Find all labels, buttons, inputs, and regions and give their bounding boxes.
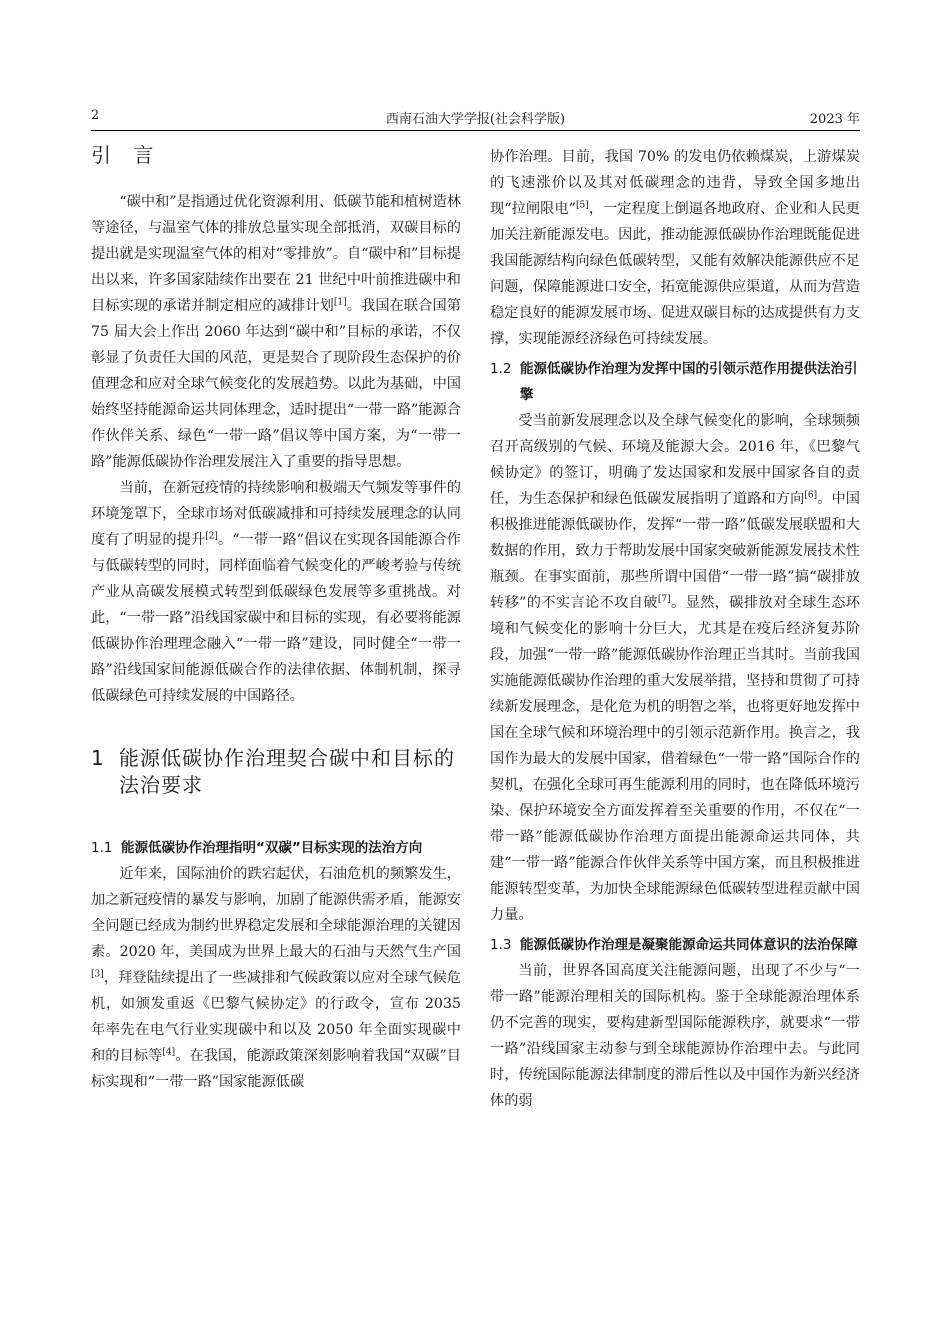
intro-heading: 引 言: [91, 143, 162, 167]
subsection-1-1-continued-text: 。在我国，能源政策深刻影响着我国“双碳”目标实现和“一带一路”国家能源低碳: [91, 1048, 461, 1090]
citation-5[interactable]: [5]: [575, 200, 589, 211]
subsection-1-3-number: 1.3: [490, 937, 512, 953]
right-column: [490, 144, 860, 1114]
intro-paragraph-2: 当前，在新冠疫情的持续影响和极端天气频发等事件的环境笼罩下，全球市场对低碳减排和可持续发展理念的认同度有了明显的提升[2]。“一带一路”倡议在实现各国能源合作与低碳转型的同时，同样面临着气候变化的严峻考验与传统产业从高碳发展模式转型到低碳绿色发展等多重挑战。对此，“一带一路”沿线国家碳中和目标的实现，有必要将能源低碳协作治理理念融入“一带一路”建设，同时健全“一带一路”沿线国家间能源低碳合作的法律依据、体制机制，探寻低碳绿色可持续发展的中国路径。: [91, 480, 461, 704]
citation-3[interactable]: [3]: [91, 969, 104, 980]
page-number: 2: [91, 108, 100, 123]
journal-title: 西南石油大学学报(社会科学版): [385, 112, 566, 127]
subsection-1-1-right-text: 协作治理。目前，我国 70% 的发电仍依赖煤炭，上游煤炭的飞速涨价以及其对低碳理念的违背，导致全国多地出现“拉闸限电”: [490, 149, 860, 217]
subsection-1-2-paragraph: 受当前新发展理念以及全球气候变化的影响，全球频频召开高级别的气候、环境及能源大会。2016 年，《巴黎气候协定》的签订，明确了发达国家和发展中国家各自的责任，为生态保护和绿色低碳发展指明了道路和方向[6]。中国积极推进能源低碳协作，发挥“一带一路”低碳发展联盟和大数据的作用，致力于帮助发展中国家突破新能源发展技术性瓶颈。在事实面前，那些所谓中国借“一带一路”搞“碳排放转移”的不实言论不攻自破[7]。显然，碳排放对全球生态环境和气候变化的影响十分巨大，尤其是在疫后经济复苏阶段，加强“一带一路”能源低碳协作治理正当其时。当前我国实施能源低碳协作治理的重大发展举措，坚持和贯彻了可持续新发展理念，是化危为机的明智之举，也将更好地发挥中国在全球气候和环境治理中的引领示范新作用。换言之，我国作为最大的发展中国家，借着绿色“一带一路”国际合作的契机，在强化全球可再生能源利用的同时，也在降低环境污染、保护环境安全方面发挥着至关重要的作用，不仅在“一带一路”能源低碳协作治理方面提出能源命运共同体，共建“一带一路”能源合作伙伴关系等中国方案，而且积极推进能源转型变革，为加快全球能源绿色低碳转型进程贡献中国力量。: [490, 413, 860, 923]
subsection-1-2-heading: [490, 356, 860, 408]
publication-year: 2023 年: [809, 112, 860, 127]
citation-7[interactable]: [7]: [657, 594, 671, 605]
section-1-title: 能源低碳协作治理契合碳中和目标的法治要求: [119, 746, 455, 797]
citation-2[interactable]: [2]: [205, 531, 218, 542]
subsection-1-1-number: 1.1: [91, 840, 113, 856]
subsection-1-2-title: 能源低碳协作治理为发挥中国的引领示范作用提供法治引擎: [520, 361, 858, 403]
citation-1[interactable]: [1]: [333, 297, 347, 308]
citation-4[interactable]: [4]: [162, 1047, 176, 1058]
subsection-1-1-paragraph: 近年来，国际油价的跌宕起伏，石油危机的频繁发生，加之新冠疫情的暴发与影响，加剧了能源供需矛盾，能源安全问题已经成为制约世界稳定发展和全球能源治理的关键因素。2020 年，美国成为世界上最大的石油与天然气生产国[3]，拜登陆续提出了一些减排和气候政策以应对全球气候危机，如颁发重返《巴黎气候协定》的行政令，宣布 2035 年率先在电气行业实现碳中和以及 2050 年全面实现碳中和的目标等[4]。在我国，能源政策深刻影响着我国“双碳”目标实现和“一带一路”国家能源低碳: [91, 866, 461, 1090]
running-header: [91, 106, 860, 131]
subsection-1-2-number: 1.2: [490, 361, 512, 377]
subsection-1-1-heading: [91, 835, 461, 861]
intro-paragraph-1: “碳中和”是指通过优化资源利用、低碳节能和植树造林等途径，与温室气体的排放总量实现全部抵消，双碳目标的提出就是实现温室气体的相对“零排放”。自“碳中和”目标提出以来，许多国家陆续作出要在 21 世纪中叶前推进碳中和目标实现的承诺并制定相应的减排计划[1]。我国在联合国第 75 届大会上作出 2060 年达到“碳中和”目标的承诺，不仅彰显了负责任大国的风范，更是契合了现阶段生态保护的价值理念和应对全球气候变化的发展趋势。以此为基础，中国始终坚持能源命运共同体理念，适时提出“一带一路”能源合作伙伴关系、绿色“一带一路”倡议等中国方案，为“一带一路”能源低碳协作治理发展注入了重要的指导思想。: [91, 194, 461, 470]
citation-6[interactable]: [6]: [804, 490, 818, 501]
section-1-number: 1: [91, 746, 105, 770]
subsection-1-3-heading: [490, 932, 860, 958]
left-column: [91, 142, 461, 1095]
subsection-1-3-paragraph: 当前，世界各国高度关注能源问题，出现了不少与“一带一路”能源治理相关的国际机构。鉴于全球能源治理体系仍不完善的现实，要构建新型国际能源秩序，就要求“一带一路”沿线国家主动参与到全球能源协作治理中去。与此同时，传统国际能源法律制度的滞后性以及中国作为新兴经济体的弱: [490, 963, 860, 1109]
subsection-1-1-title: 能源低碳协作治理指明“双碳”目标实现的法治方向: [121, 840, 423, 856]
subsection-1-3-title: 能源低碳协作治理是凝聚能源命运共同体意识的法治保障: [520, 937, 858, 953]
subsection-1-1-paragraph-continued: 协作治理。目前，我国 70% 的发电仍依赖煤炭，上游煤炭的飞速涨价以及其对低碳理念的违背，导致全国多地出现“拉闸限电”[5]，一定程度上倒逼各地政府、企业和人民更加关注新能源发电。因此，推动能源低碳协作治理既能促进我国能源结构向绿色低碳转型，又能有效解决能源供应不足问题，保障能源进口安全，拓宽能源供应渠道，从而为营造稳定良好的能源发展市场、促进双碳目标的达成提供有力支撑，实现能源经济绿色可持续发展。: [490, 149, 860, 347]
section-1-heading: [91, 745, 461, 799]
